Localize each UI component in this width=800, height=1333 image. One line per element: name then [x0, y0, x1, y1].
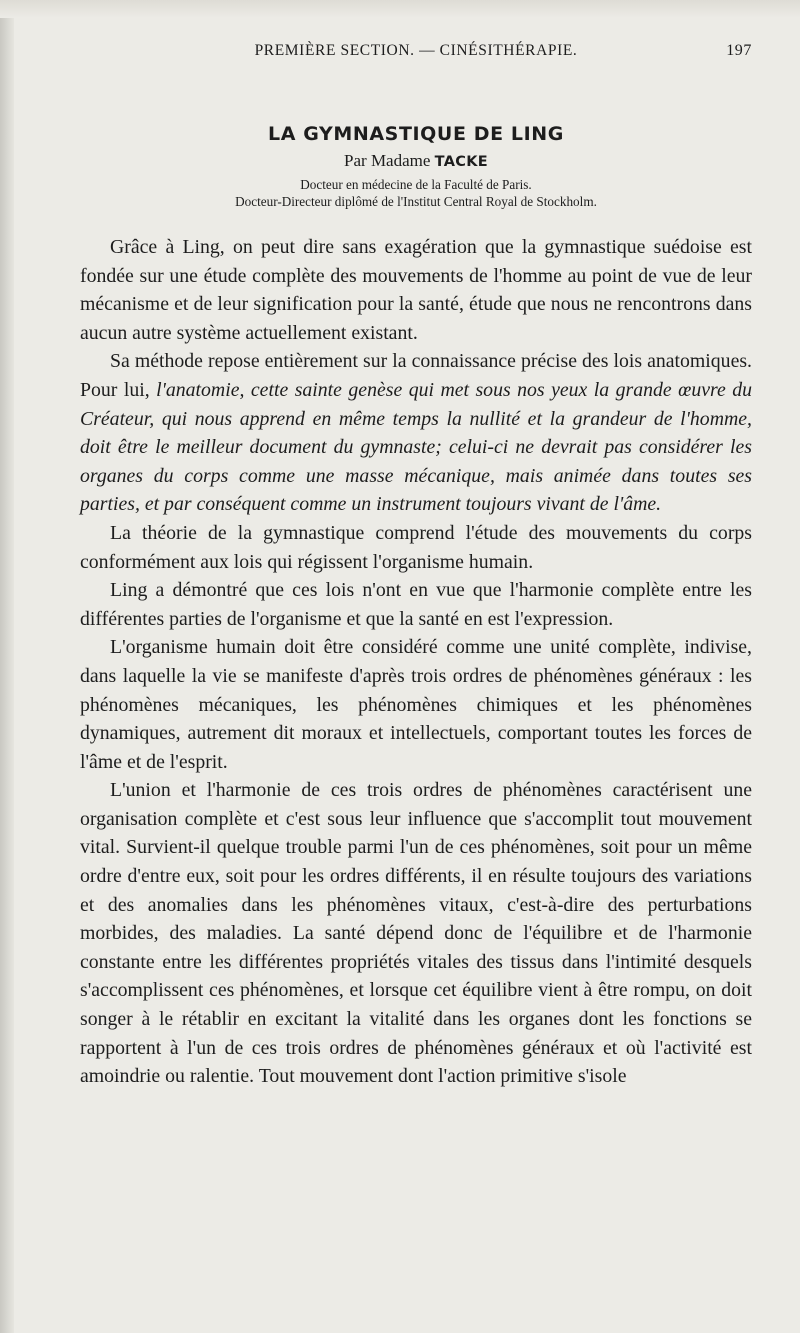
article-body	[80, 233, 752, 1091]
article-title: LA GYMNASTIQUE DE LING	[267, 123, 564, 145]
credential-line: Docteur en médecine de la Faculté de Paris.	[300, 177, 532, 192]
paragraph: L'organisme humain doit être considéré comme une unité complète, indivise, dans laquelle la vie se manifeste d'après trois ordres de phénomènes généraux : les phénomènes mécaniques, les phénomènes chimiques et les phénomènes dynamiques, autrement dit moraux et intellectuels, comportant toutes les forces de l'âme et de l'esprit.	[80, 636, 752, 773]
byline	[80, 151, 752, 171]
running-head	[80, 40, 752, 68]
paragraph: La théorie de la gymnastique comprend l'étude des mouvements du corps conformément aux lois qui régissent l'organisme humain.	[80, 521, 752, 573]
book-page	[80, 40, 752, 1091]
credential-line: Docteur-Directeur diplômé de l'Institut Central Royal de Stockholm.	[235, 194, 597, 209]
paragraph	[80, 347, 752, 519]
anatomy-quote: l'anatomie, cette sainte genèse qui met sous nos yeux la grande œuvre du Créateur, qui nous apprend en même temps la nullité et la grandeur de l'homme, doit être le meilleur document du gymnaste; celui-ci ne devrait pas considérer les organes du corps comme une masse mécanique, mais animée dans toutes ses parties, et par conséquent comme un instrument toujours vivant de l'âme.	[80, 378, 752, 516]
running-head-section: PREMIÈRE SECTION. — CINÉSITHÉRAPIE.	[254, 42, 578, 59]
author-credentials	[80, 176, 752, 210]
author-name: TACKE	[434, 154, 488, 170]
paragraph: Ling a démontré que ces lois n'ont en vue que l'harmonie complète entre les différentes parties de l'organisme et que la santé en est l'expression.	[80, 579, 752, 630]
paragraph-lead: Sa méthode repose entièrement sur la connaissance précise des lois anatomiques. Pour lui,	[80, 350, 752, 401]
byline-prefix: Par Madame	[344, 151, 431, 170]
paragraph: Grâce à Ling, on peut dire sans exagération que la gymnastique suédoise est fondée sur une étude complète des mouvements de l'homme au point de vue de leur mécanisme et de leur signification pour la santé, étude que nous ne rencontrons dans aucun autre système actuellement existant.	[80, 236, 752, 344]
paragraph: L'union et l'harmonie de ces trois ordres de phénomènes caractérisent une organisation complète et c'est sous leur influence que s'accomplit tout mouvement vital. Survient-il quelque trouble parmi l'un de ces phénomènes, soit pour un même ordre d'entre eux, soit pour les ordres différents, il en résulte toujours des variations et des anomalies dans les phénomènes vitaux, c'est-à-dire des perturbations morbides, des maladies. La santé dépend donc de l'équilibre et de l'harmonie constante entre les différentes propriétés vitales des tissus dans l'intimité desquels s'accomplissent ces phénomènes, et lorsque cet équilibre vient à être rompu, on doit songer à le rétablir en excitant la vitalité dans les organes dont les fonctions se rapportent à l'un de ces trois ordres de phénomènes généraux et où l'activité est amoindrie ou ralentie. Tout mouvement dont l'action primitive s'isole	[80, 779, 752, 1088]
scan-edge-top	[0, 0, 800, 18]
page-number: 197	[726, 42, 752, 59]
scan-edge-left	[0, 0, 14, 1333]
